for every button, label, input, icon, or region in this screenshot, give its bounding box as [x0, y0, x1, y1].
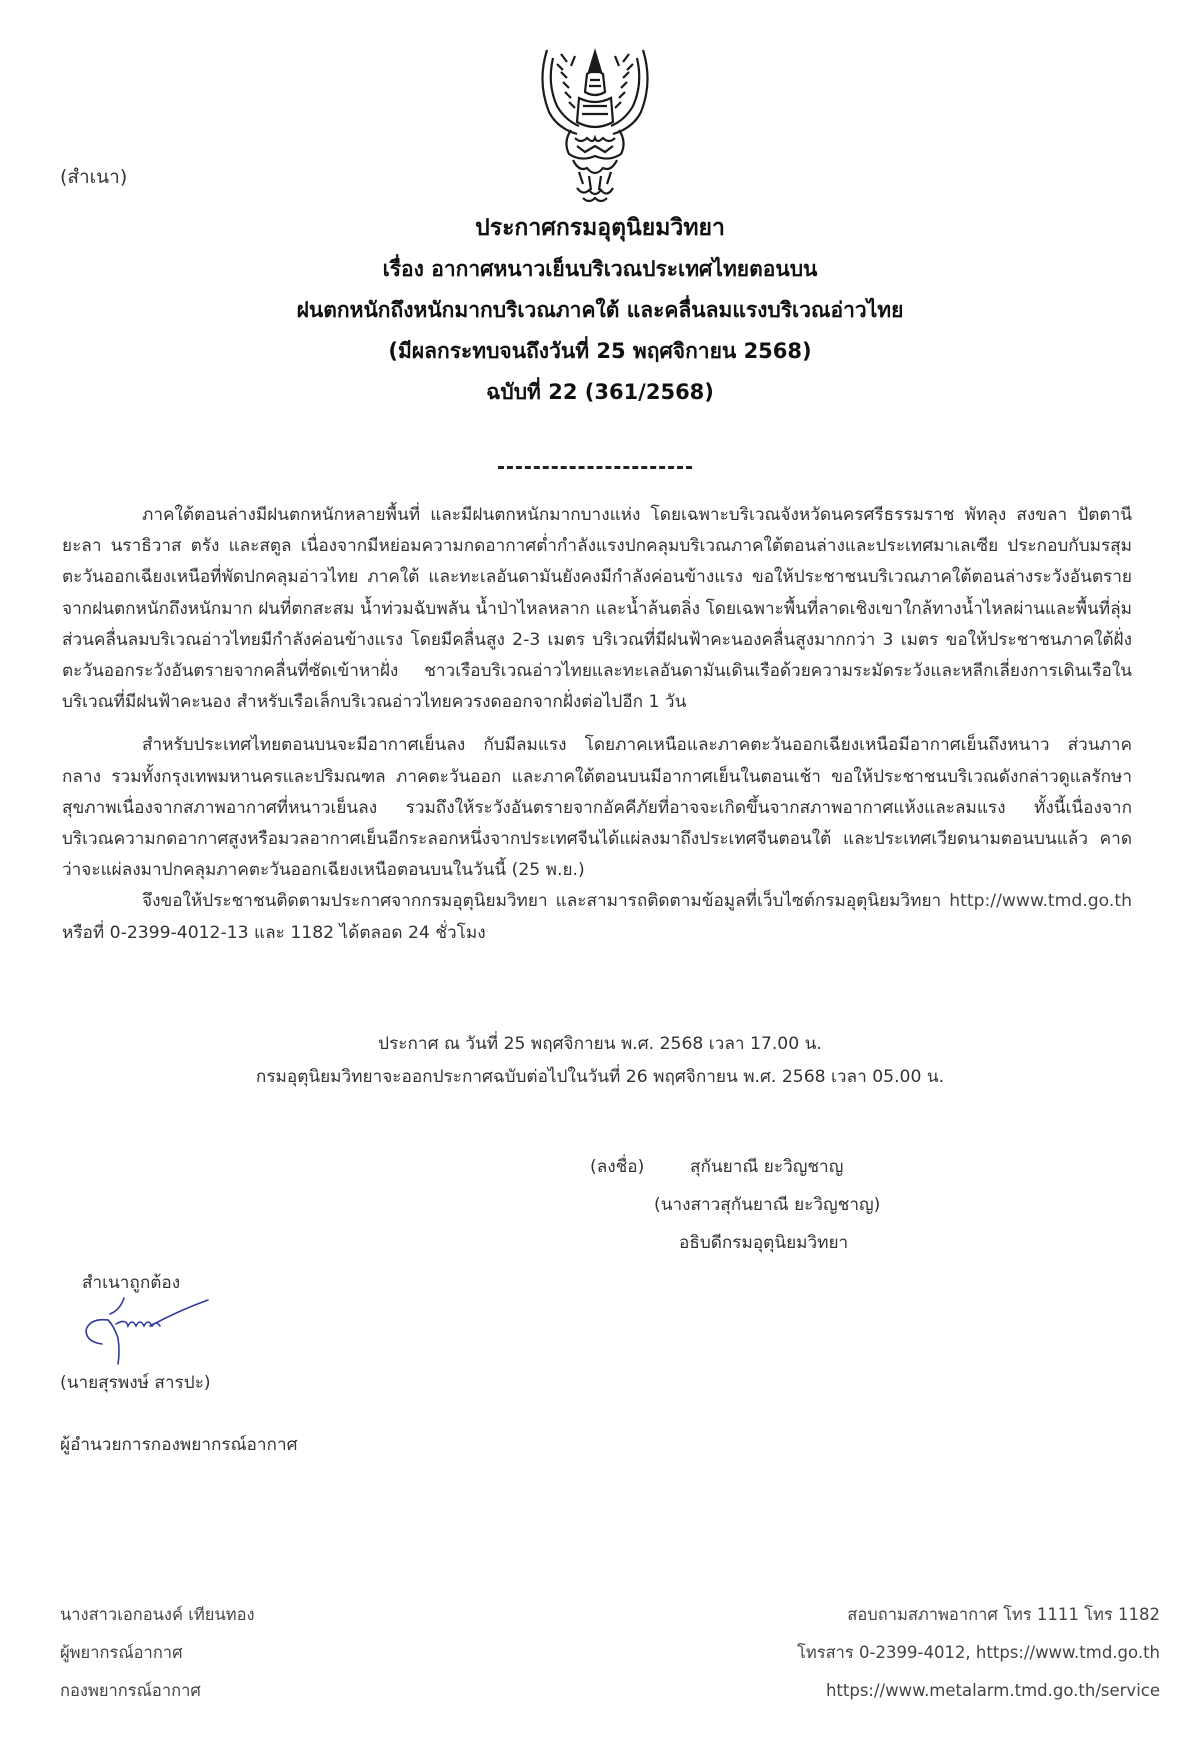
effective-period: (มีผลกระทบจนถึงวันที่ 25 พฤศจิกายน 2568): [388, 339, 812, 363]
subject-line-1: เรื่อง อากาศหนาวเย็นบริเวณประเทศไทยตอนบน: [382, 257, 818, 281]
forecaster-name: นางสาวเอกอนงค์ เทียนทอง: [60, 1605, 255, 1624]
tmd-https-link[interactable]: https://www.tmd.go.th: [975, 1643, 1160, 1662]
fax-number: โทรสาร 0-2399-4012,: [797, 1643, 976, 1662]
document-title: ประกาศกรมอุตุนิยมวิทยา: [475, 215, 725, 241]
subject-line-2: ฝนตกหนักถึงหนักมากบริเวณภาคใต้ และคลื่นลมแรงบริเวณอ่าวไทย: [296, 298, 904, 322]
follow-text: จึงขอให้ประชาชนติดตามประกาศจากกรมอุตุนิยมวิทยา และสามารถติดตามข้อมูลที่เว็บไซต์กรมอุตุนิยมวิทยา: [142, 891, 942, 912]
certifier-name: (นายสุรพงษ์ สารปะ): [60, 1373, 211, 1393]
forecaster-division: กองพยากรณ์อากาศ: [60, 1681, 201, 1700]
document-header: [0, 208, 1200, 413]
certifier-role: ผู้อำนวยการกองพยากรณ์อากาศ: [60, 1435, 298, 1455]
body-paragraph-north: สำหรับประเทศไทยตอนบนจะมีอากาศเย็นลง กับมีลมแรง โดยภาคเหนือและภาคตะวันออกเฉียงเหนือมีอากาศเย็นถึงหนาว ส่วนภาคกลาง รวมทั้งกรุงเทพมหานครและปริมณฑล ภาคตะวันออก และภาคใต้ตอนบนมีอากาศเย็นในตอนเช้า ขอให้ประชาชนบริเวณดังกล่าวดูแลรักษาสุขภาพเนื่องจากสภาพอากาศที่หนาวเย็นลง รวมถึงให้ระวังอันตรายจากอัคคีภัยที่อาจจะเกิดขึ้นจากสภาพอากาศแห้งและลมแรง ทั้งนี้เนื่องจากบริเวณความกดอากาศสูงหรือมวลอากาศเย็นอีกระลอกหนึ่งจากประเทศจีนได้แผ่ลงมาถึงประเทศจีนตอนใต้ และประเทศเวียดนามตอนบนแล้ว คาดว่าจะแผ่ลงมาปกคลุมภาคตะวันออกเฉียงเหนือตอนบนในวันนี้ (25 พ.ย.): [62, 735, 1132, 881]
issue-number: ฉบับที่ 22 (361/2568): [486, 380, 714, 404]
signer-position: อธิบดีกรมอุตุนิยมวิทยา: [679, 1233, 849, 1253]
signed-name: สุกันยาณี ยะวิญชาญ: [690, 1157, 844, 1177]
body-paragraph-south: ภาคใต้ตอนล่างมีฝนตกหนักหลายพื้นที่ และมีฝนตกหนักมากบางแห่ง โดยเฉพาะบริเวณจังหวัดนครศรีธรรมราช พัทลุง สงขลา ปัตตานี ยะลา นราธิวาส ตรัง และสตูล เนื่องจากมีหย่อมความกดอากาศต่ำกำลังแรงปกคลุมบริเวณภาคใต้ตอนล่างและประเทศมาเลเซีย ประกอบกับมรสุมตะวันออกเฉียงเหนือที่พัดปกคลุมอ่าวไทย ภาคใต้ และทะเลอันดามันยังคงมีกำลังค่อนข้างแรง ขอให้ประชาชนบริเวณภาคใต้ตอนล่างระวังอันตรายจากฝนตกหนักถึงหนักมาก ฝนที่ตกสะสม น้ำท่วมฉับพลัน น้ำป่าไหลหลาก และน้ำล้นตลิ่ง โดยเฉพาะพื้นที่ลาดเชิงเขาใกล้ทางน้ำไหลผ่านและพื้นที่ลุ่ม ส่วนคลื่นลมบริเวณอ่าวไทยมีกำลังค่อนข้างแรง โดยมีคลื่นสูง 2-3 เมตร บริเวณที่มีฝนฟ้าคะนองคลื่นสูงมากกว่า 3 เมตร ขอให้ประชาชนภาคใต้ฝั่งตะวันออกระวังอันตรายจากคลื่นที่ซัดเข้าหาฝั่ง ชาวเรือบริเวณอ่าวไทยและทะเลอันดามันเดินเรือด้วยความระมัดระวังและหลีกเลี่ยงการเดินเรือในบริเวณที่มีฝนฟ้าคะนอง สำหรับเรือเล็กบริเวณอ่าวไทยควรงดออกจากฝั่งต่อไปอีก 1 วัน: [62, 505, 1132, 713]
metalarm-service-link[interactable]: https://www.metalarm.tmd.go.th/service: [825, 1681, 1160, 1700]
contact-phone: สอบถามสภาพอากาศ โทร 1111 โทร 1182: [847, 1605, 1160, 1624]
forecaster-role: ผู้พยากรณ์อากาศ: [60, 1643, 183, 1662]
director-signature-block: [590, 1148, 880, 1262]
next-issue-datetime: กรมอุตุนิยมวิทยาจะออกประกาศฉบับต่อไปในวันที่ 26 พฤศจิกายน พ.ศ. 2568 เวลา 05.00 น.: [255, 1067, 945, 1087]
copy-mark: (สำเนา): [60, 166, 128, 188]
garuda-emblem-icon: [527, 42, 663, 212]
announcement-timestamps: [0, 1028, 1200, 1094]
follow-tail: หรือที่ 0-2399-4012-13 และ 1182 ได้ตลอด 24 ชั่วโมง: [62, 922, 486, 943]
body-paragraph-follow: [62, 886, 1132, 948]
footer-contact: [797, 1596, 1160, 1710]
tmd-website-link[interactable]: http://www.tmd.go.th: [949, 891, 1132, 912]
certified-copy-label: สำเนาถูกต้อง: [82, 1273, 181, 1293]
handwritten-signature-icon: [80, 1296, 220, 1366]
contact-fax-web: [797, 1634, 1160, 1672]
signer-full-name: (นางสาวสุกันยาณี ยะวิญชาญ): [654, 1195, 881, 1215]
signed-label: (ลงชื่อ): [590, 1157, 645, 1177]
announcement-body: [62, 500, 1132, 949]
issued-datetime: ประกาศ ณ วันที่ 25 พฤศจิกายน พ.ศ. 2568 เวลา 17.00 น.: [378, 1034, 822, 1054]
footer-forecaster: [60, 1596, 255, 1710]
header-divider: [498, 466, 692, 469]
